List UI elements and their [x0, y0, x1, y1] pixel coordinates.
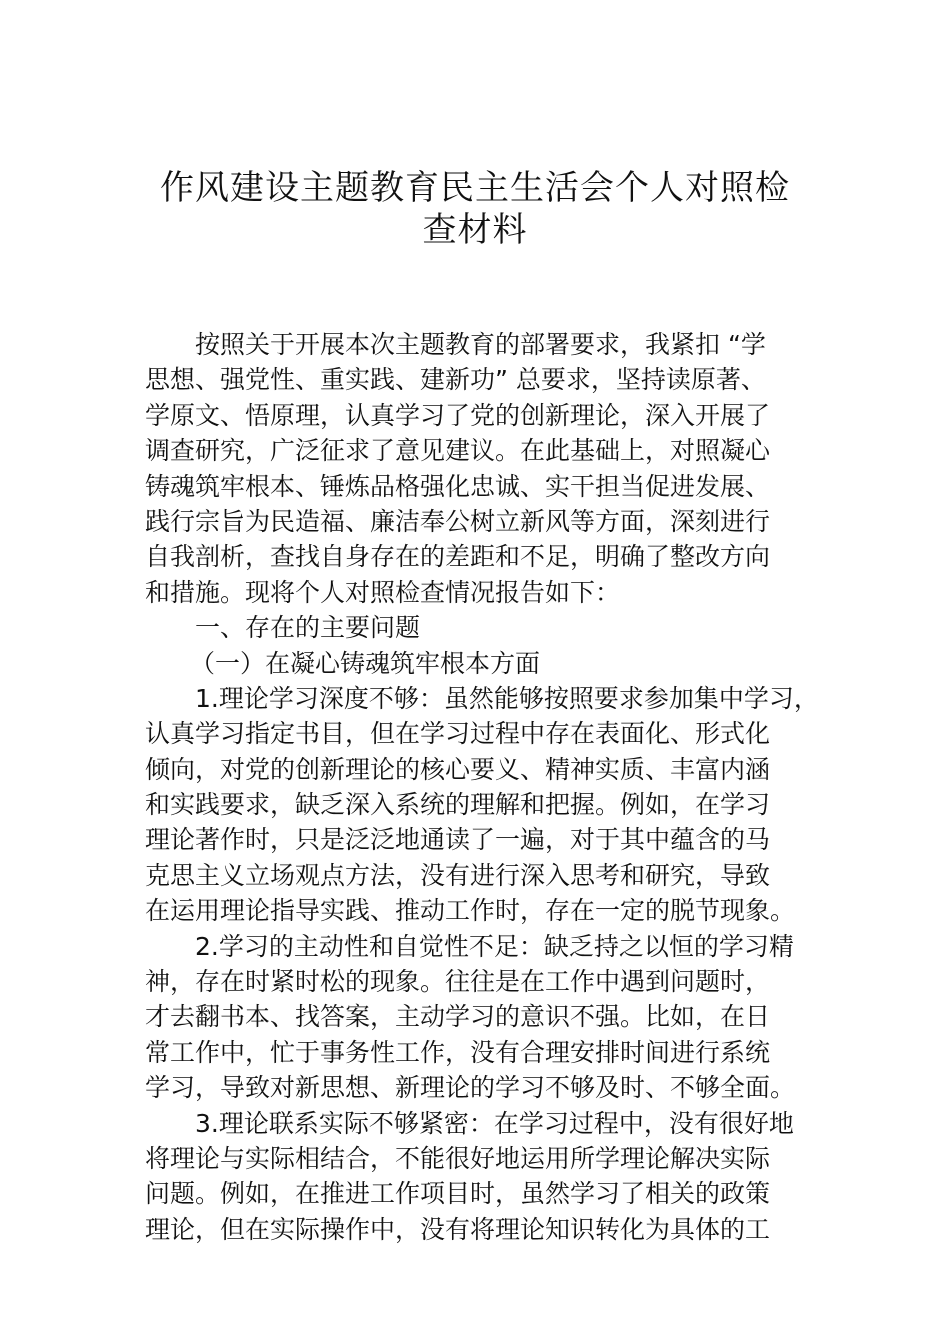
paragraph-item-3-line: 3.理论联系实际不够紧密：在学习过程中，没有很好地 [195, 1108, 794, 1138]
paragraph-item-2-line: 常工作中，忙于事务性工作，没有合理安排时间进行系统 [145, 1037, 771, 1067]
paragraph-item-1-line: 倾向，对党的创新理论的核心要义、精神实质、丰富内涵 [145, 754, 771, 784]
paragraph-intro-line: 调查研究，广泛征求了意见建议。在此基础上，对照凝心 [145, 436, 771, 466]
paragraph-item-1-line: 克思主义立场观点方法，没有进行深入思考和研究，导致 [145, 860, 771, 890]
paragraph-intro-line: 学原文、悟原理，认真学习了党的创新理论，深入开展了 [145, 400, 771, 430]
subsection-heading: （一）在凝心铸魂筑牢根本方面 [190, 648, 541, 678]
paragraph-item-2-line: 神，存在时紧时松的现象。往往是在工作中遇到问题时， [145, 967, 771, 997]
paragraph-intro-line: 自我剖析，查找自身存在的差距和不足，明确了整改方向 [145, 542, 771, 572]
paragraph-item-3-line: 理论，但在实际操作中，没有将理论知识转化为具体的工 [145, 1214, 771, 1244]
paragraph-intro-line: 铸魂筑牢根本、锤炼品格强化忠诚、实干担当促进发展、 [145, 471, 771, 501]
paragraph-item-3-line: 将理论与实际相结合，不能很好地运用所学理论解决实际 [145, 1143, 771, 1173]
paragraph-intro-line: 思想、强党性、重实践、建新功” 总要求，坚持读原著、 [145, 365, 766, 395]
document-body [145, 327, 819, 1247]
paragraph-item-2-line: 2.学习的主动性和自觉性不足：缺乏持之以恒的学习精 [195, 931, 794, 961]
paragraph-item-2-line: 学习，导致对新思想、新理论的学习不够及时、不够全面。 [145, 1073, 796, 1103]
paragraph-item-1-line: 在运用理论指导实践、推动工作时，存在一定的脱节现象。 [145, 896, 796, 926]
document-title-line-1: 作风建设主题教育民主生活会个人对照检 [160, 168, 790, 208]
paragraph-intro-line: 践行宗旨为民造福、廉洁奉公树立新风等方面，深刻进行 [145, 506, 771, 536]
paragraph-item-1-line: 和实践要求，缺乏深入系统的理解和把握。例如，在学习 [145, 790, 771, 820]
paragraph-item-1-line: 理论著作时，只是泛泛地通读了一遍，对于其中蕴含的马 [145, 825, 771, 855]
section-heading: 一、存在的主要问题 [195, 613, 421, 643]
paragraph-item-1-line: 1.理论学习深度不够：虽然能够按照要求参加集中学习， [195, 683, 819, 713]
document-title-line-2: 查材料 [422, 210, 528, 250]
paragraph-intro-line: 按照关于开展本次主题教育的部署要求，我紧扣 “学 [195, 330, 766, 359]
paragraph-item-1-line: 认真学习指定书目，但在学习过程中存在表面化、形式化 [145, 719, 771, 749]
paragraph-item-3-line: 问题。例如，在推进工作项目时，虽然学习了相关的政策 [145, 1179, 771, 1209]
paragraph-item-2-line: 才去翻书本、找答案，主动学习的意识不强。比如，在日 [145, 1002, 771, 1032]
paragraph-intro-line: 和措施。现将个人对照检查情况报告如下： [145, 577, 621, 607]
